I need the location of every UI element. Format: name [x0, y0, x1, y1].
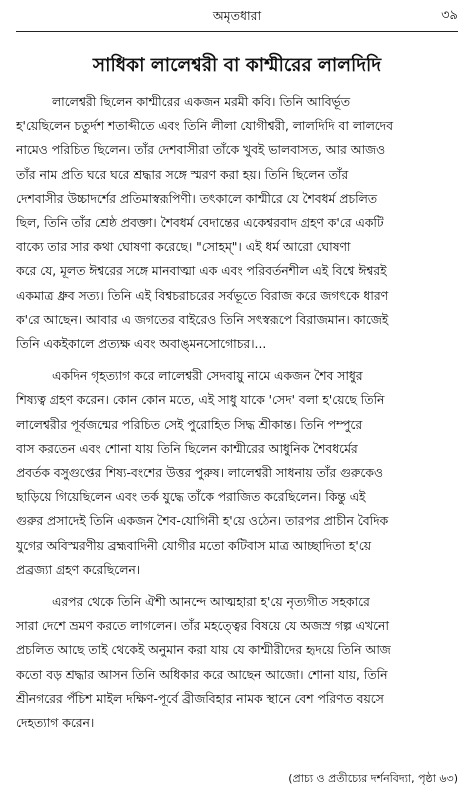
text-line: গুরুর প্রসাদেই তিনি একজন শৈব-যোগিনী হ'য়ে ওঠেন। তারপর প্রাচীন বৈদিক	[16, 514, 389, 529]
text-line: প্রচলিত আছে তাই থেকেই অনুমান করা যায় যে কাশ্মীরীদের হৃদয়ে তিনি আজ	[16, 643, 391, 658]
header-rule	[16, 31, 458, 32]
text-line: হ'য়েছিলেন চতুর্দশ শতাব্দীতে এবং তিনি লীলা যোগীশ্বরী, লালদিদি বা লালদেব	[16, 119, 393, 134]
text-line: শ্রীনগরের পঁচিশ মাইল দক্ষিণ-পূর্বে ব্রীজবিহার নামক স্থানে বেশ পরিণত বয়সে	[16, 691, 384, 706]
article-title: সাধিকা লালেশ্বরী বা কাশ্মীরের লালদিদি	[92, 55, 382, 77]
text-line: এরপর থেকে তিনি ঐশী আনন্দে আত্মহারা হ'য়ে নৃত্যগীত সহকারে	[52, 595, 370, 610]
text-line: ক'রে আছেন। আবার এ জগতের বাইরেও তিনি সৎস্বরূপে বিরাজমান। কাজেই	[16, 312, 389, 327]
text-line: লালেশ্বরীর পূর্বজন্মের পরিচিত সেই পুরোহিত সিদ্ধ শ্রীকান্ত। তিনি পম্পুরে	[16, 417, 363, 432]
text-line: তাঁর নাম প্রতি ঘরে ঘরে শ্রদ্ধার সঙ্গে স্মরণ করা হয়। তিনি ছিলেন তাঁর	[16, 167, 349, 182]
text-line: ছিল, তিনি তাঁর শ্রেষ্ঠ প্রবক্তা। শৈবধর্ম বেদান্তের একেশ্বরবাদ গ্রহণ ক'রে একটি	[16, 216, 384, 231]
text-line: লালেশ্বরী ছিলেন কাশ্মীরের একজন মরমী কবি। তিনি আবির্ভূত	[52, 95, 350, 109]
text-line: বাস করতেন এবং শোনা যায় তিনি ছিলেন কাশ্মীরের আধুনিক শৈবধর্মের	[16, 441, 358, 456]
text-line: দেহত্যাগ করেন।	[16, 716, 95, 731]
paragraph-1	[16, 90, 458, 356]
running-header	[16, 6, 458, 28]
text-line: শিষ্যত্ব গ্রহণ করেন। কোন কোন মতে, এই সাধু যাকে 'সেদ' বলা হ'য়েছে তিনি	[16, 393, 385, 408]
article-body	[16, 90, 458, 743]
text-line: সারা দেশে ভ্রমণ করতে লাগলেন। তাঁর মহত্ত্বের বিষয়ে যে অজস্র গল্প এখনো	[16, 619, 389, 634]
text-line: করে যে, মূলত ঈশ্বরের সঙ্গে মানবাত্মা এক এবং পরিবর্তনশীল এই বিশ্বে ঈশ্বরই	[16, 264, 387, 279]
page-number: ৩৯	[441, 8, 458, 23]
text-line: যুগের অবিস্মরণীয় ব্রহ্মবাদিনী যোগীর মতো কটিবাস মাত্র আচ্ছাদিতা হ'য়ে	[16, 538, 371, 553]
paragraph-2	[16, 364, 458, 582]
source-citation: (প্রাচ্য ও প্রতীচ্যের দর্শনবিদ্যা, পৃষ্ঠা ৬৩)	[288, 772, 458, 785]
running-header-title: অমৃতধারা	[212, 8, 262, 23]
text-line: কতো বড় শ্রদ্ধার আসন তিনি অধিকার করে আছেন আজো। শোনা যায়, তিনি	[16, 667, 388, 682]
paragraph-3	[16, 590, 458, 735]
text-line: একমাত্র ধ্রুব সত্য। তিনি এই বিশ্বচরাচরের সর্বভূতে বিরাজ করে জগৎকে ধারণ	[16, 288, 389, 303]
text-line: প্রবর্তক বসুগুপ্তের শিষ্য-বংশের উত্তর পুরুষ। লালেশ্বরী সাধনায় তাঁর গুরুকেও	[16, 466, 383, 481]
text-line: বাক্যে তার সার কথা ঘোষণা করেছে। "সোহম্"। এই ধর্ম আরো ঘোষণা	[16, 240, 351, 255]
text-line: একদিন গৃহত্যাগ করে লালেশ্বরী সেদবায়ু নামে একজন শৈব সাধুর	[52, 369, 363, 384]
text-line: তিনি একইকালে প্রত্যক্ষ এবং অবাঙ্‌মনসোগোচর।...	[16, 337, 267, 352]
text-line: প্রব্রজ্যা গ্রহণ করেছিলেন।	[16, 562, 141, 577]
text-line: ছাড়িয়ে গিয়েছিলেন এবং তর্ক যুদ্ধে তাঁকে পরাজিত করেছিলেন। কিন্তু এই	[16, 490, 366, 505]
text-line: দেশবাসীর উচ্চাদর্শের প্রতিমাস্বরূপিণী। তৎকালে কাশ্মীরে যে শৈবধর্ম প্রচলিত	[16, 191, 377, 206]
text-line: নামেও পরিচিত ছিলেন। তাঁর দেশবাসীরা তাঁকে খুবই ভালবাসত, আর আজও	[16, 143, 386, 158]
